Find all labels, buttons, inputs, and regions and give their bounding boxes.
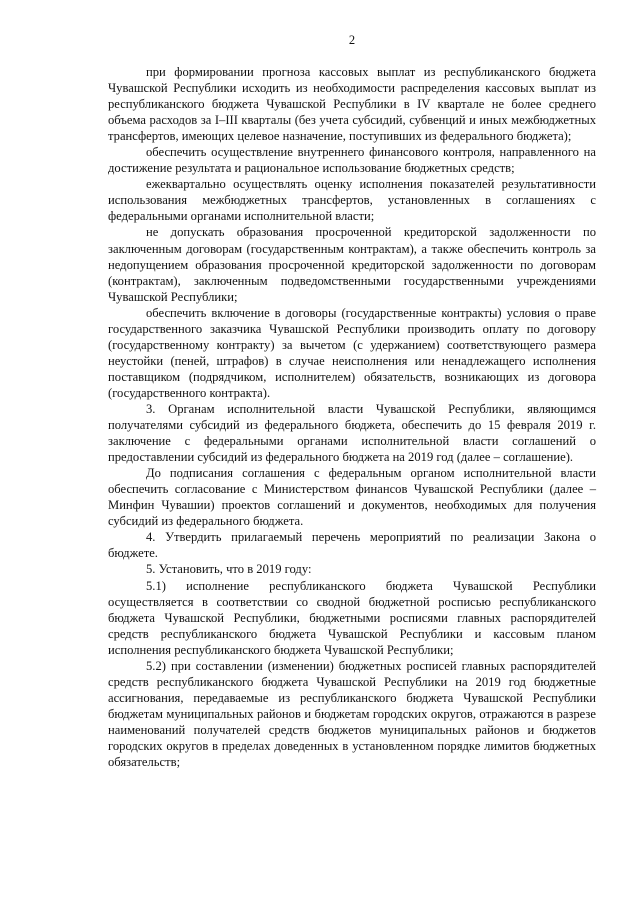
paragraph-item-5-1: 5.1) исполнение республиканского бюджета Чувашской Республики осуществляется в соответствии со сводной бюджетной росписью республиканского бюджета Чувашской Республики, бюджетными росписями главных распорядителей средств республиканского бюджета Чувашской Республики и кассовым планом исполнения республиканского бюджета Чувашской Республики;	[108, 578, 596, 657]
page-number: 2	[348, 33, 356, 47]
paragraph-item-4: 4. Утвердить прилагаемый перечень мероприятий по реализации Закона о бюджете.	[108, 530, 596, 561]
paragraph-agreement-approval: До подписания соглашения с федеральным органом исполнительной власти обеспечить согласование с Министерством финансов Чувашской Республики (далее – Минфин Чувашии) проектов соглашений и документов, необходимых для получения субсидий из федерального бюджета.	[108, 466, 596, 529]
document-body	[108, 64, 596, 770]
paragraph-cash-forecast: при формировании прогноза кассовых выплат из республиканского бюджета Чувашской Республики исходить из необходимости распределения кассовых выплат из республиканского бюджета Чувашской Республики в IV квартале не более среднего объема расходов за I–III кварталы (без учета субсидий, субвенций и иных межбюджетных трансфертов, имеющих целевое назначение, поступивших из федерального бюджета);	[108, 65, 596, 144]
document-page	[108, 33, 596, 770]
paragraph-item-3: 3. Органам исполнительной власти Чувашской Республики, являющимся получателями субсидий из федерального бюджета, обеспечить до 15 февраля 2019 г. заключение с федеральными органами исполнительной власти соглашений о предоставлении субсидий из федерального бюджета на 2019 год (далее – соглашение).	[108, 401, 596, 465]
paragraph-internal-control: обеспечить осуществление внутреннего финансового контроля, направленного на достижение результата и рациональное использование бюджетных средств;	[108, 145, 596, 176]
paragraph-contract-terms: обеспечить включение в договоры (государственные контракты) условия о праве государственного заказчика Чувашской Республики производить оплату по договору (государственному контракту) за вычетом (с удержанием) соответствующего размера неустойки (пеней, штрафов) в случае неисполнения или ненадлежащего исполнения поставщиком (подрядчиком, исполнителем) обязательств, возникающих из договора (государственного контракта).	[108, 305, 596, 400]
paragraph-item-5-2: 5.2) при составлении (изменении) бюджетных росписей главных распорядителей средств республиканского бюджета Чувашской Республики на 2019 год бюджетные ассигнования, передаваемые из республиканского бюджета Чувашской Республики бюджетам муниципальных районов и бюджетам городских округов, отражаются в разрезе наименований получателей средств бюджетов муниципальных районов и бюджетов городских округов в пределах доведенных в установленном порядке лимитов бюджетных обязательств;	[108, 658, 596, 770]
paragraph-quarterly-assessment: ежеквартально осуществлять оценку исполнения показателей результативности использования межбюджетных трансфертов, установленных в соглашениях с федеральными органами исполнительной власти;	[108, 177, 596, 224]
paragraph-overdue-debt: не допускать образования просроченной кредиторской задолженности по заключенным договорам (государственным контрактам), а также обеспечить контроль за недопущением образования просроченной кредиторской задолженности по договорам (контрактам), заключенным подведомственными государственными учреждениями Чувашской Республики;	[108, 225, 596, 304]
paragraph-item-5: 5. Установить, что в 2019 году:	[146, 562, 312, 577]
